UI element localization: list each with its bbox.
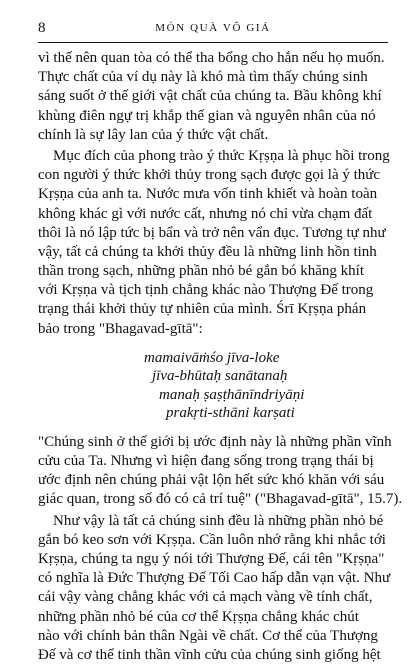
running-title: MÓN QUÀ VÔ GIÁ: [155, 22, 271, 34]
paragraph-2: [38, 147, 388, 339]
text-line: Thực chất của ví dụ này là khó mà tìm thấy chúng sinh: [38, 69, 368, 86]
text-line: cửu của Ta. Nhưng vì hiện đang sống trong trạng thái bị: [38, 453, 374, 469]
verse-line: manaḥ ṣaṣṭhānīndriyāṇi: [159, 386, 305, 403]
paragraph-3: [38, 433, 403, 510]
text-line: trạng thái khởi thủy tự nhiên của mình. Śrī Kṛṣṇa phán: [38, 301, 367, 318]
text-line: có nghĩa là Đức Thượng Đế Tối Cao hấp dẫn vạn vật. Như: [38, 570, 391, 587]
paragraph-4: [38, 512, 391, 666]
text-line: chính là sự lây lan của ý thức vật chất.: [38, 126, 269, 143]
text-line: nào với chính bản thân Ngài về chất. Cơ thể của Thượng: [38, 627, 378, 644]
text-line: thôi là nó lập tức bị bẩn và trở nên vẩn đục. Tương tự như: [38, 224, 386, 241]
verse-line: prakṛti-sthāni karṣati: [166, 405, 295, 422]
text-line: bảo trong "Bhagavad-gītā":: [38, 320, 203, 337]
text-line: những phần nhỏ bé của cơ thể Kṛṣṇa chẳng khác chút: [38, 608, 359, 625]
text-line: Đế và cơ thể tinh thần vĩnh cửu của chúng sinh giống hệt: [38, 646, 381, 663]
text-line: không khác gì với nước cất, nhưng nó chỉ vừa chạm đất: [38, 205, 373, 222]
body-text: [38, 49, 403, 667]
text-line: khùng điên ngự trị khắp thế gian và nguyên nhân của nó: [38, 107, 376, 124]
text-line: Như vậy là tất cả chúng sinh đều là những phần nhỏ bé: [53, 512, 384, 529]
text-line: thần trong sạch, những phần nhỏ bé gắn bó khăng khít: [38, 263, 364, 280]
text-line: vì thế nên quan tòa có thể tha bổng cho hắn nếu họ muốn.: [38, 50, 385, 66]
text-line: cái vậy vàng chẳng khác với cả mạch vàng về tính chất,: [38, 589, 373, 606]
sanskrit-verse: [38, 349, 388, 423]
paragraph-1: [38, 49, 388, 145]
text-line: sáng suốt ở thế giới vật chất của chúng ta. Bầu không khí: [38, 88, 382, 105]
text-line: Mục đích của phong trào ý thức Kṛṣṇa là phục hồi trong: [53, 147, 390, 164]
text-line: với Kṛṣṇa và tịch tịnh chẳng khác nào Thượng Đế trong: [38, 282, 374, 299]
page-header: [38, 18, 388, 40]
header-rule: [38, 42, 388, 43]
text-line: Kṛṣṇa, chúng ta ngụ ý nói tới Thượng Đế, cái tên "Kṛṣṇa": [38, 550, 385, 567]
text-line: con người ý thức khởi thủy trong sạch được gọi là ý thức: [38, 167, 381, 184]
text-line: vậy, tất cả chúng ta khởi thủy đều là những linh hồn tinh: [38, 243, 377, 260]
page-number: 8: [38, 20, 46, 36]
text-line: gắn bó keo sơn với Kṛṣṇa. Cần luôn nhớ rằng khi nhắc tới: [38, 531, 386, 548]
text-line: Kṛṣṇa của anh ta. Nước mưa vốn tinh khiết và hoàn toàn: [38, 186, 378, 203]
verse-line: jīva-bhūtaḥ sanātanaḥ: [152, 368, 288, 385]
verse-line: mamaivāṁśo jīva-loke: [144, 349, 280, 366]
text-line: giác quan, trong số đó có cả trí tuệ" ("Bhagavad-gītā", 15.7).: [38, 491, 403, 508]
text-line: ước định nên chúng phải vật lộn hết sức khó khăn với sáu: [38, 472, 385, 489]
text-line: "Chúng sinh ở thế giới bị ước định này là những phần vĩnh: [38, 433, 392, 450]
